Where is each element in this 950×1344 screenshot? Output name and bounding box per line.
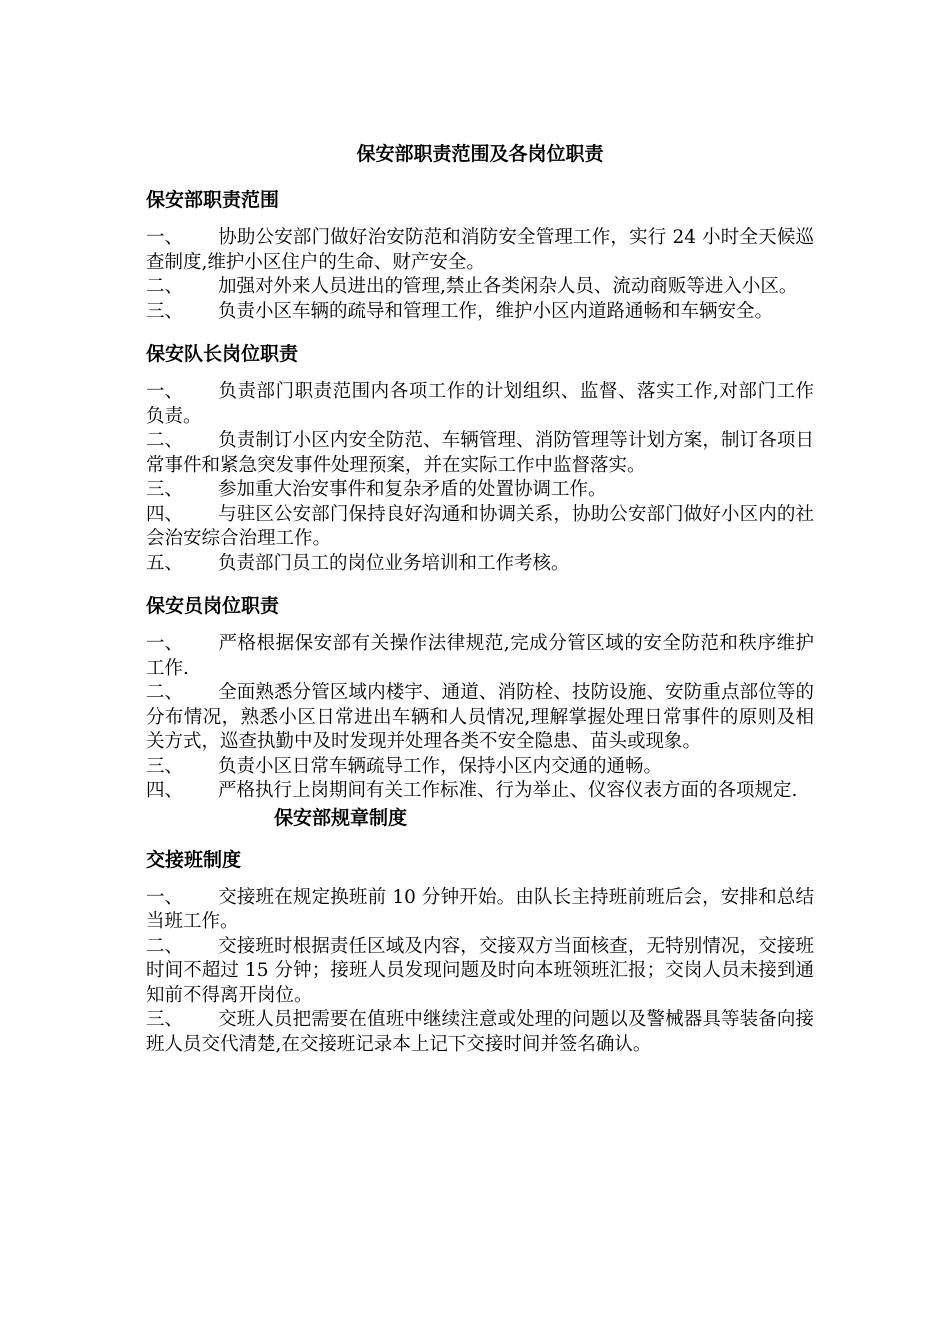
item-number: 一、 xyxy=(146,886,184,908)
section-heading: 保安员岗位职责 xyxy=(146,595,280,617)
item-text: 负责部门职责范围内各项工作的计划组织、监督、落实工作,对部门工作负责。 xyxy=(146,381,814,427)
item-number: 三、 xyxy=(146,300,184,322)
item-number: 五、 xyxy=(146,552,184,574)
list-item xyxy=(146,779,814,804)
document-title: 保安部职责范围及各岗位职责 xyxy=(356,143,604,165)
item-text: 负责部门员工的岗位业务培训和工作考核。 xyxy=(218,552,570,574)
list-item xyxy=(146,886,814,935)
section-shift-handover xyxy=(146,846,814,1058)
list-item xyxy=(146,632,814,681)
section-heading: 保安队长岗位职责 xyxy=(146,343,299,365)
item-number: 四、 xyxy=(146,780,184,801)
item-text: 严格执行上岗期间有关工作标准、行为举止、仪容仪表方面的各项规定. xyxy=(218,780,798,801)
list-item xyxy=(146,552,814,577)
item-text: 负责小区日常车辆疏导工作，保持小区内交通的通畅。 xyxy=(218,755,663,777)
list-item xyxy=(146,300,814,325)
item-text: 与驻区公安部门保持良好沟通和协调关系，协助公安部门做好小区内的社会治安综合治理工作。 xyxy=(146,503,814,549)
item-number: 二、 xyxy=(146,682,184,703)
list-item xyxy=(146,275,814,300)
list-item xyxy=(146,1008,814,1057)
section-guard-duties xyxy=(146,592,814,804)
section-captain-duties xyxy=(146,340,814,576)
item-number: 四、 xyxy=(146,503,184,525)
item-number: 二、 xyxy=(146,935,184,957)
item-text: 参加重大治安事件和复杂矛盾的处置协调工作。 xyxy=(218,479,607,500)
item-number: 一、 xyxy=(146,381,184,402)
item-text: 加强对外来人员进出的管理,禁止各类闲杂人员、流动商贩等进入小区。 xyxy=(218,276,798,297)
section-heading: 保安部职责范围 xyxy=(146,189,280,211)
item-number: 三、 xyxy=(146,479,184,500)
list-item xyxy=(146,429,814,478)
item-text: 交班人员把需要在值班中继续注意或处理的问题以及警械器具等装备向接班人员交代清楚,在交接班记录本上记下交接时间并签名确认。 xyxy=(146,1009,814,1055)
list-item xyxy=(146,681,814,755)
item-text: 交接班时根据责任区域及内容，交接双方当面核查，无特别情况，交接班时间不超过 15 分钟；接班人员发现问题及时向本班领班汇报；交岗人员未接到通知前不得离开岗位。 xyxy=(146,935,814,1006)
rules-subtitle: 保安部规章制度 xyxy=(274,806,408,829)
list-item xyxy=(146,226,814,275)
list-item xyxy=(146,755,814,780)
item-number: 二、 xyxy=(146,430,184,451)
list-item xyxy=(146,478,814,503)
section-security-scope xyxy=(146,186,814,324)
item-text: 交接班在规定换班前 10 分钟开始。由队长主持班前班后会，安排和总结当班工作。 xyxy=(146,886,814,932)
document-page xyxy=(146,140,814,1073)
item-number: 一、 xyxy=(146,227,184,248)
list-item xyxy=(146,380,814,429)
list-item xyxy=(146,935,814,1009)
item-text: 负责小区车辆的疏导和管理工作，维护小区内道路通畅和车辆安全。 xyxy=(218,300,774,322)
item-text: 严格根据保安部有关操作法律规范,完成分管区域的安全防范和秩序维护工作. xyxy=(146,633,814,679)
section-heading: 交接班制度 xyxy=(146,848,242,871)
list-item xyxy=(146,503,814,552)
item-text: 负责制订小区内安全防范、车辆管理、消防管理等计划方案，制订各项日常事件和紧急突发事件处理预案，并在实际工作中监督落实。 xyxy=(146,430,814,476)
item-text: 协助公安部门做好治安防范和消防安全管理工作，实行 24 小时全天候巡查制度,维护小区住户的生命、财产安全。 xyxy=(146,227,814,273)
item-number: 三、 xyxy=(146,1009,184,1030)
item-number: 一、 xyxy=(146,633,184,654)
item-text: 全面熟悉分管区域内楼宇、通道、消防栓、技防设施、安防重点部位等的分布情况，熟悉小区日常进出车辆和人员情况,理解掌握处理日常事件的原则及相关方式，巡查执勤中及时发现并处理各类不安全隐患、苗头或现象。 xyxy=(146,682,814,752)
item-number: 三、 xyxy=(146,755,184,777)
item-number: 二、 xyxy=(146,276,184,297)
